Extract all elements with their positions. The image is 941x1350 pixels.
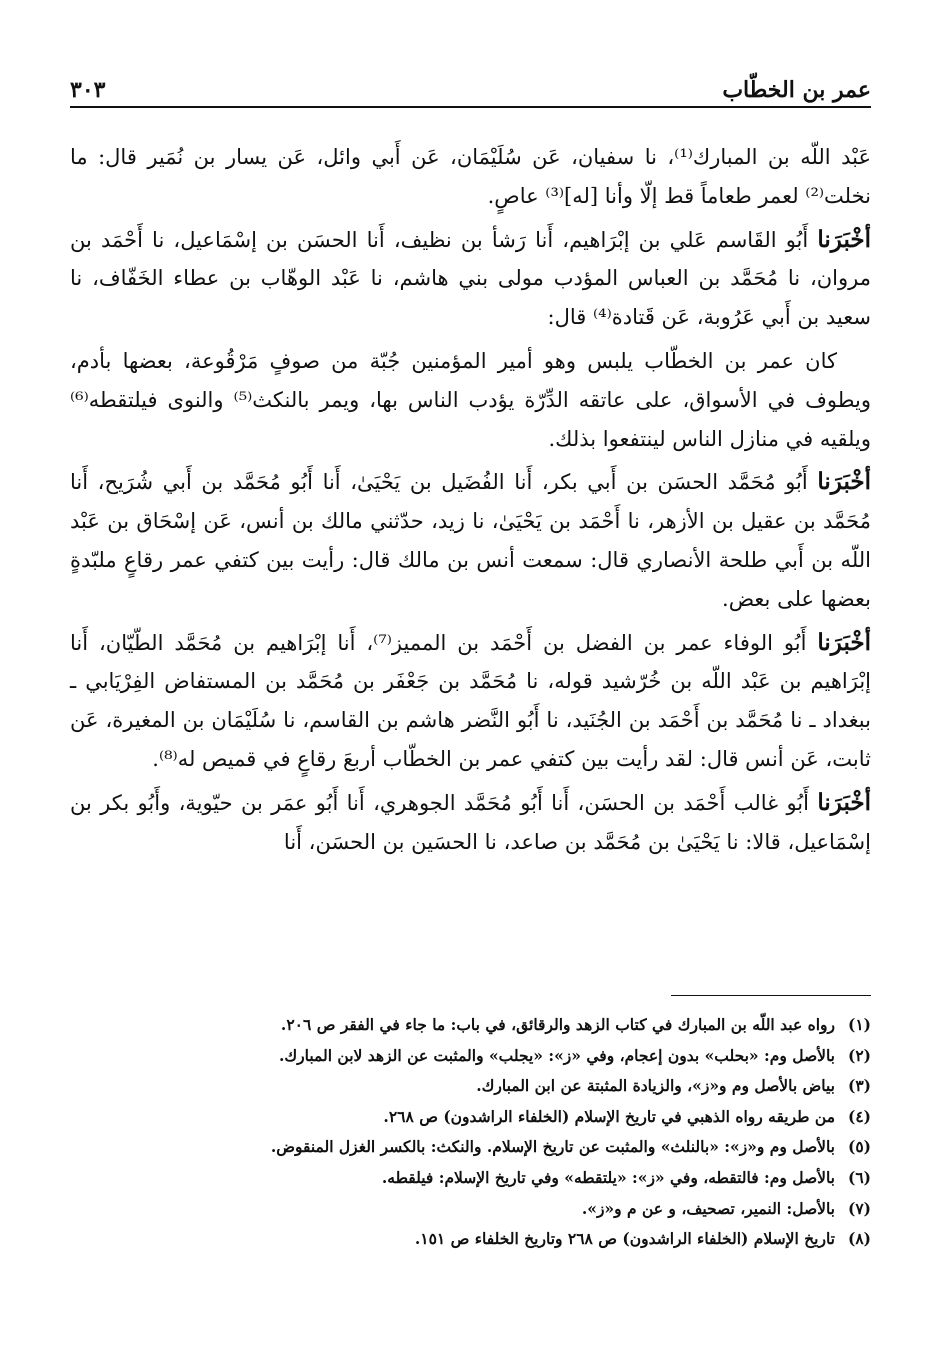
paragraph-text: كان عمر بن الخطّاب يلبس وهو أمير المؤمنين جُبّة من صوفٍ مَرْقُوعة، بعضها بأدم، ويطوف في الأسواق، على عاتقه الدِّرّة يؤدب الناس بها، ويمر بالنكث⁽⁵⁾ والنوى فيلتقطه⁽⁶⁾ ويلقيه في منازل الناس لينتفعوا بذلك. <box>70 348 871 451</box>
footnote-number: (٨) <box>847 1229 871 1249</box>
footnote-number: (٥) <box>847 1137 871 1157</box>
footnote-item <box>70 1102 871 1133</box>
paragraph-text: أَبُو غالب أَحْمَد بن الحسَن، أَنا أَبُو مُحَمَّد الجوهري، أَنا أَبُو عمَر بن حيّوية، وأَبُو بكر بن إسْمَاعيل، قالا: نا يَحْيَىٰ بن مُحَمَّد بن صاعد، نا الحسَين بن الحسَن، أَنا <box>70 790 871 854</box>
footnote-item <box>70 1132 871 1163</box>
paragraph-text: أَبُو مُحَمَّد الحسَن بن أَبي بكر، أَنا الفُضَيل بن يَحْيَىٰ، أَنا أَبُو مُحَمَّد بن أَبي شُرَيح، أَنا مُحَمَّد بن عقيل بن الأزهر، نا أَحْمَد بن يَحْيَىٰ، نا زيد، حدّثني مالك بن أنس، عَن إسْحَاق بن عَبْد اللّه بن أَبي طلحة الأنصاري قال: سمعت أنس بن مالك قال: رأيت بين كتفي عمر رقاعٍ ملبّدةٍ بعضها على بعض. <box>70 470 871 611</box>
footnote-text: رواه عبد اللّه بن المبارك في كتاب الزهد والرقائق، في باب: ما جاء في الفقر ص ٢٠٦. <box>280 1015 835 1034</box>
paragraph-lead: أخْبَرَنا <box>817 225 871 253</box>
footnote-text: بياض بالأصل وم و«ز»، والزيادة المثبتة عن ابن المبارك. <box>476 1076 835 1096</box>
footnote-item <box>70 1041 871 1072</box>
footnote-number: (٧) <box>847 1198 871 1218</box>
paragraph-1 <box>70 138 871 216</box>
footnote-separator <box>671 995 871 996</box>
paragraph-4 <box>70 463 871 618</box>
paragraph-lead: أخْبَرَنا <box>817 628 871 656</box>
footnote-item <box>70 1010 871 1041</box>
paragraph-3 <box>70 342 871 458</box>
footnotes <box>70 1010 871 1255</box>
page-header <box>70 72 871 108</box>
footnote-number: (٤) <box>847 1106 871 1126</box>
footnote-item <box>70 1194 871 1225</box>
footnote-item <box>70 1071 871 1102</box>
paragraph-5 <box>70 624 871 779</box>
footnote-text: بالأصل: النمير، تصحيف، و عن م و«ز». <box>581 1198 835 1218</box>
paragraph-6 <box>70 784 871 862</box>
main-text <box>70 138 871 866</box>
footnote-text: بالأصل وم: «بحلب» بدون إعجام، وفي «ز»: «يجلب» والمثبت عن الزهد لابن المبارك. <box>278 1045 835 1065</box>
paragraph-text: عَبْد اللّه بن المبارك⁽¹⁾، نا سفيان، عَن سُلَيْمَان، عَن أَبي وائل، عَن يسار بن نُمَير قال: ما نخلت⁽²⁾ لعمر طعاماً قط إلّا وأنا [له]⁽³⁾ عاصٍ. <box>70 145 871 208</box>
footnote-item <box>70 1163 871 1194</box>
footnote-text: بالأصل وم: فالتقطه، وفي «ز»: «يلتقطه» وفي تاريخ الإسلام: فيلقطه. <box>381 1167 835 1187</box>
footnote-number: (٦) <box>847 1167 871 1187</box>
paragraph-text: أَبُو الوفاء عمر بن الفضل بن أَحْمَد بن المميز⁽⁷⁾، أَنا إبْرَاهيم بن مُحَمَّد الطّيّان، أَنا إبْرَاهيم بن عَبْد اللّه بن خُرّشيد قوله، نا مُحَمَّد بن جَعْفَر بن مُحَمَّد بن المستفاض الفِرْيَابي ـ ببغداد ـ نا مُحَمَّد بن أَحْمَد بن الجُنَيد، نا أَبُو النَّضر هاشم بن القاسم، نا سُلَيْمَان بن المغيرة، عَن ثابت، عَن أنس قال: لقد رأيت بين كتفي عمر بن الخطّاب أربعَ رقاعٍ في قميص له⁽⁸⁾. <box>70 630 871 771</box>
footnote-item <box>70 1224 871 1255</box>
page-number: ٣٠٣ <box>70 77 106 103</box>
footnote-number: (١) <box>847 1015 871 1034</box>
footnote-text: من طريقه رواه الذهبي في تاريخ الإسلام (الخلفاء الراشدون) ص ٢٦٨. <box>383 1106 835 1126</box>
footnote-number: (٢) <box>847 1045 871 1065</box>
footnote-text: تاريخ الإسلام (الخلفاء الراشدون) ص ٢٦٨ وتاريخ الخلفاء ص ١٥١. <box>414 1229 835 1249</box>
paragraph-2 <box>70 221 871 337</box>
running-title: عمر بن الخطّاب <box>722 77 871 103</box>
footnote-number: (٣) <box>847 1076 871 1096</box>
paragraph-lead: أخْبَرَنا <box>817 468 871 496</box>
footnote-text: بالأصل وم و«ز»: «بالنلث» والمثبت عن تاريخ الإسلام. والنكث: بالكسر الغزل المنقوض. <box>270 1137 835 1157</box>
paragraph-text: أَبُو القَاسم عَلي بن إبْرَاهيم، أَنا رَشأ بن نظيف، أَنا الحسَن بن إسْمَاعيل، نا أَحْمَد بن مروان، نا مُحَمَّد بن العباس المؤدب مولى بني هاشم، نا عَبْد الوهّاب بن عطاء الخَفّاف، نا سعيد بن أَبي عَرُوبة، عَن قَتادة⁽⁴⁾ قال: <box>70 227 871 330</box>
paragraph-lead: أخْبَرَنا <box>817 788 871 816</box>
